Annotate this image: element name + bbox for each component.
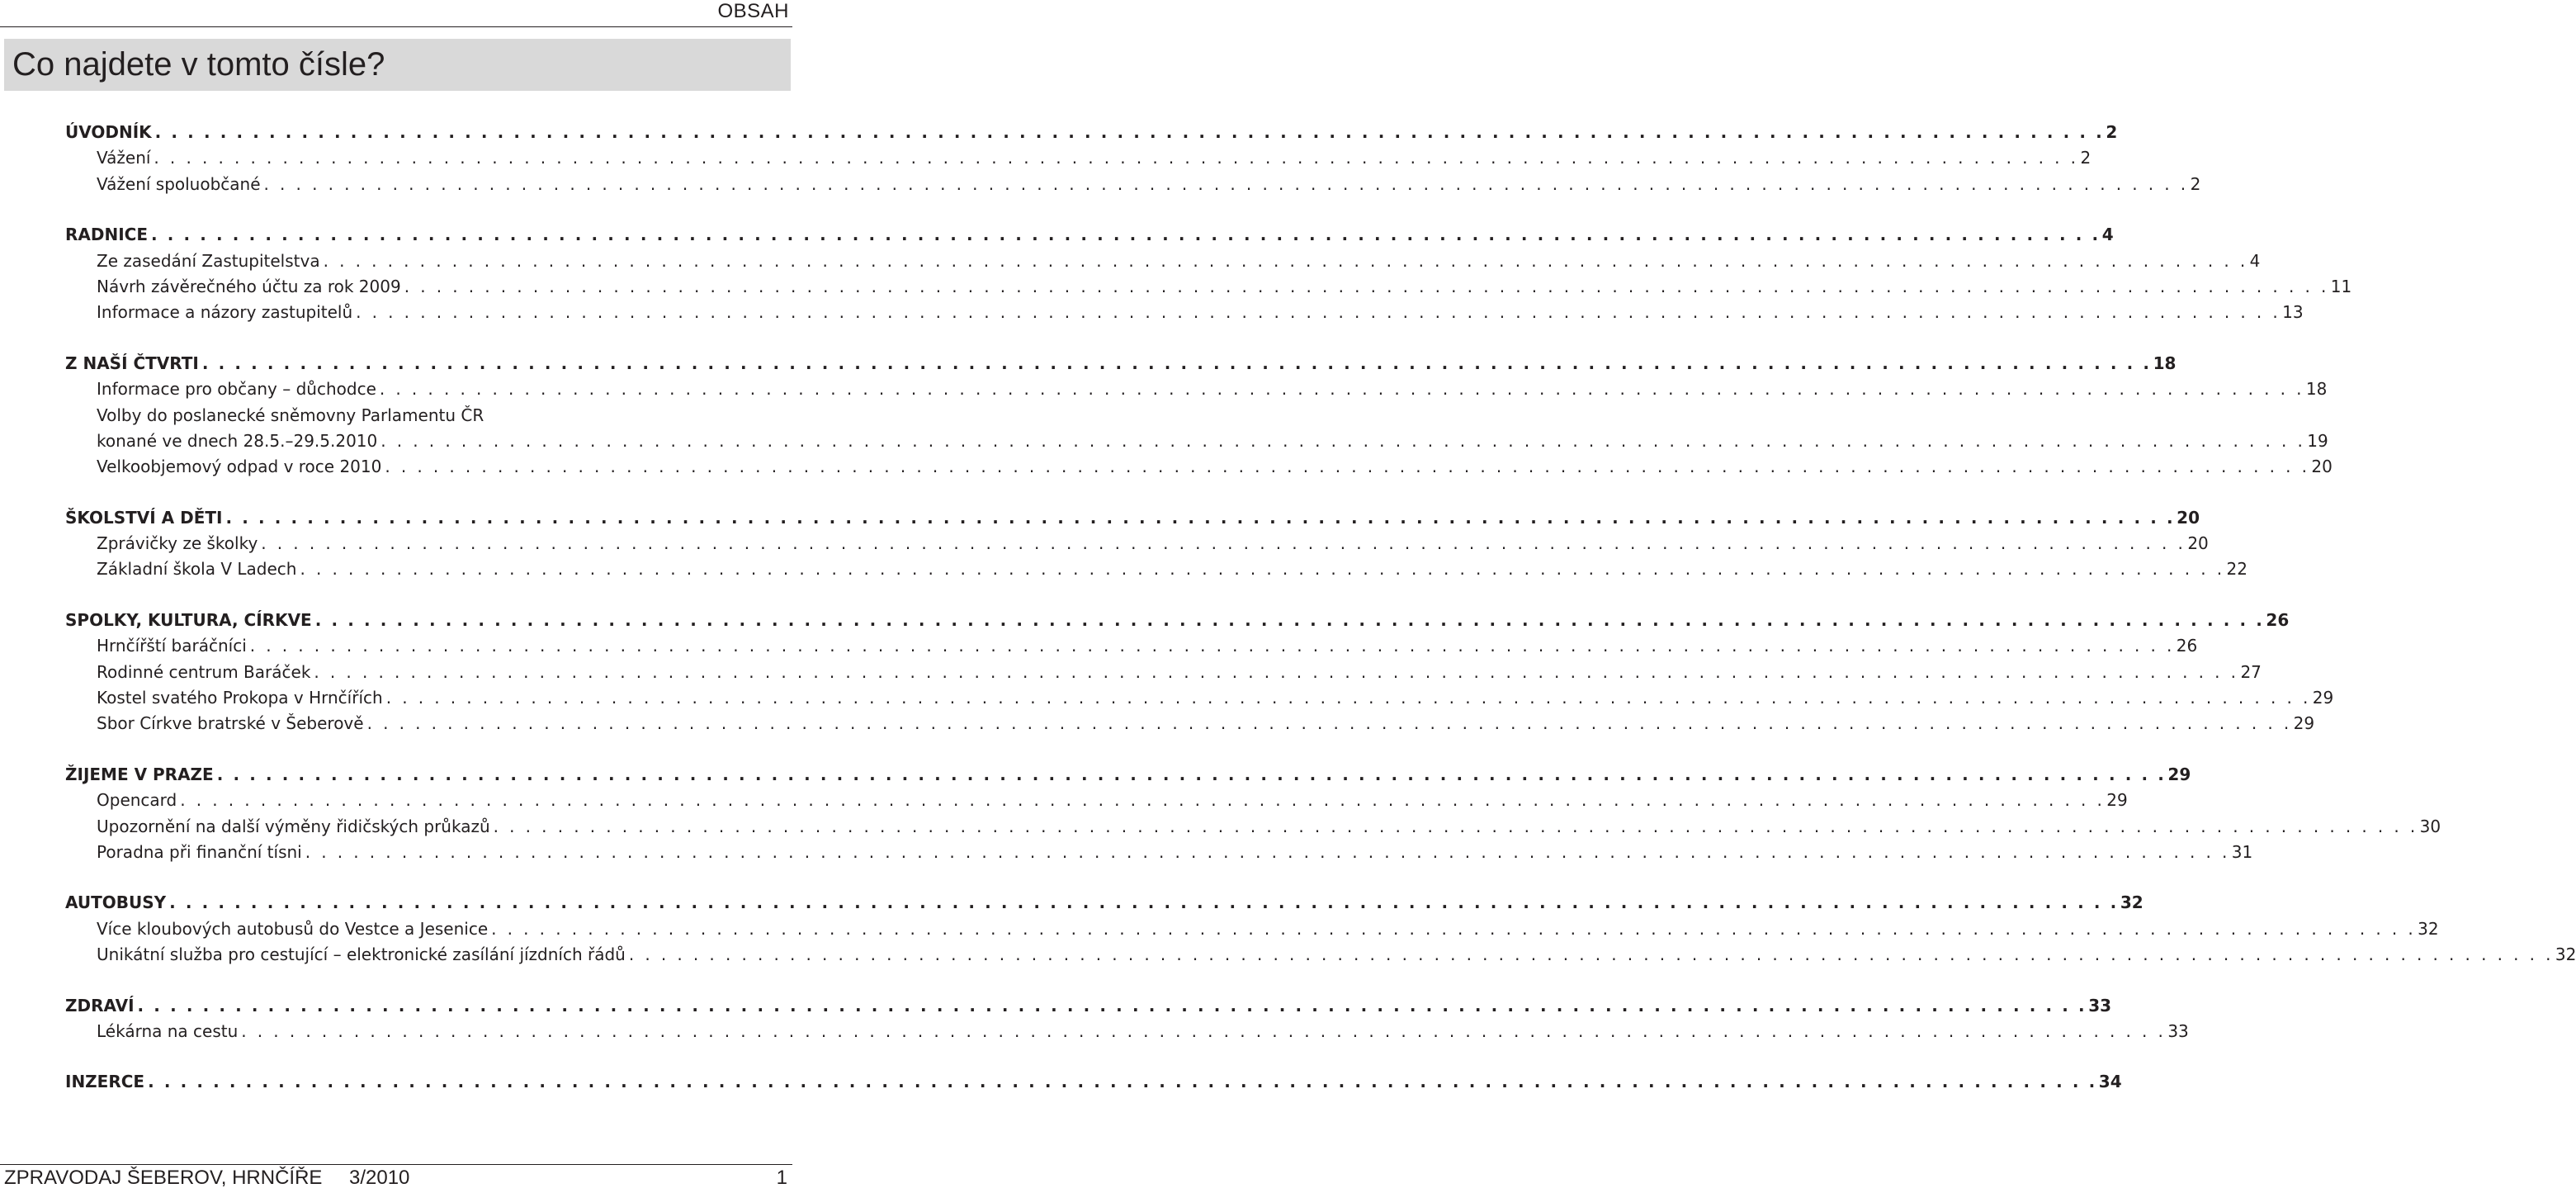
leader-dots: . . . . . . . . . . . . . . . . . . . . . . . . . . . . . . . . . . . . . . . . . . . . . . . . . . . . . . . . . . . . . . . . . . . . . . . . . . . . . . . . . . . . . . . . . . . . . . . . . . . . . . . . . . . . . . . . . . . . . . . .: [154, 148, 2079, 168]
toc-section-heading-page: 2: [2106, 122, 2118, 142]
toc-section-heading-page: 33: [2088, 995, 2112, 1015]
toc-entry: [65, 633, 2198, 659]
leader-dots: . . . . . . . . . . . . . . . . . . . . . . . . . . . . . . . . . . . . . . . . . . . . . . . . . . . . . . . . . . . . . . . . . . . . . . . . . . . . . . . . . . . . . . . . . . . . . . . . . . . . . . . . . . . . . . . . . . . . . . . .: [305, 841, 2230, 862]
toc-section-heading-page: 20: [2177, 507, 2200, 528]
toc-section-heading-page: 32: [2120, 892, 2144, 913]
toc-entry-page: 33: [2167, 1020, 2189, 1041]
toc-entry-title: konané ve dnech 28.5.–29.5.2010: [97, 430, 378, 451]
toc-section: [65, 120, 2201, 197]
toc-entry: [65, 531, 2209, 556]
toc-section-heading-page: 34: [2098, 1072, 2122, 1092]
toc-entry-title: Základní škola V Ladech: [97, 559, 297, 580]
header-rule: [0, 26, 792, 27]
toc-entry-title: Volby do poslanecké sněmovny Parlamentu ČR: [97, 405, 484, 425]
toc-entry-page: 20: [2311, 457, 2333, 477]
toc-entry-title: Rodinné centrum Baráček: [97, 661, 311, 682]
toc-entry: [65, 249, 2261, 274]
toc-section-heading-page: 18: [2153, 353, 2177, 373]
toc-entry-page: 22: [2226, 559, 2248, 580]
leader-dots: . . . . . . . . . . . . . . . . . . . . . . . . . . . . . . . . . . . . . . . . . . . . . . . . . . . . . . . . . . . . . . . . . . . . . . . . . . . . . . . . . . . . . . . . . . . . . . . . . . . . . . . . . . . . . . . . . . . . . . . .: [154, 122, 2105, 142]
toc-section: [65, 351, 2333, 481]
toc-entry-page: 4: [2249, 250, 2261, 271]
toc-section-heading-title: RADNICE: [65, 225, 148, 245]
leader-dots: . . . . . . . . . . . . . . . . . . . . . . . . . . . . . . . . . . . . . . . . . . . . . . . . . . . . . . . . . . . . . . . . . . . . . . . . . . . . . . . . . . . . . . . . . . . . . . . . . . . . . . . . . . . . . . . . . . . . . . . .: [385, 688, 2311, 708]
toc-entry: [65, 685, 2334, 711]
leader-dots: . . . . . . . . . . . . . . . . . . . . . . . . . . . . . . . . . . . . . . . . . . . . . . . . . . . . . . . . . . . . . . . . . . . . . . . . . . . . . . . . . . . . . . . . . . . . . . . . . . . . . . . . . . . . . . . . . . . . . . . .: [137, 995, 2087, 1015]
leader-dots: . . . . . . . . . . . . . . . . . . . . . . . . . . . . . . . . . . . . . . . . . . . . . . . . . . . . . . . . . . . . . . . . . . . . . . . . . . . . . . . . . . . . . . . . . . . . . . . . . . . . . . . . . . . . . . . . . . . . . . . .: [201, 353, 2152, 373]
toc-entry: [65, 274, 2352, 300]
toc-entry-title: Návrh závěrečného účtu za rok 2009: [97, 276, 401, 296]
toc-entry-title: Sbor Církve bratrské v Šeberově: [97, 713, 364, 734]
leader-dots: . . . . . . . . . . . . . . . . . . . . . . . . . . . . . . . . . . . . . . . . . . . . . . . . . . . . . . . . . . . . . . . . . . . . . . . . . . . . . . . . . . . . . . . . . . . . . . . . . . . . . . . . . . . . . . . . . . . . . . . .: [300, 559, 2225, 580]
leader-dots: . . . . . . . . . . . . . . . . . . . . . . . . . . . . . . . . . . . . . . . . . . . . . . . . . . . . . . . . . . . . . . . . . . . . . . . . . . . . . . . . . . . . . . . . . . . . . . . . . . . . . . . . . . . . . . . . . . . . . . . .: [180, 790, 2106, 811]
toc-entry-title: Více kloubových autobusů do Vestce a Jesenice: [97, 918, 489, 939]
toc-section: [65, 993, 2189, 1045]
toc-entry-title: Poradna při finanční tísni: [97, 841, 302, 862]
leader-dots: . . . . . . . . . . . . . . . . . . . . . . . . . . . . . . . . . . . . . . . . . . . . . . . . . . . . . . . . . . . . . . . . . . . . . . . . . . . . . . . . . . . . . . . . . . . . . . . . . . . . . . . . . . . . . . . . . . . . . . . .: [148, 1072, 2097, 1092]
toc-section: [65, 222, 2352, 326]
toc-entry-page: 26: [2176, 636, 2198, 656]
toc-section-heading: [65, 890, 2144, 916]
toc-entry: [65, 1019, 2189, 1044]
toc-section-heading: [65, 608, 2290, 633]
toc-entry: [65, 145, 2092, 171]
toc-entry-title: Upozornění na další výměny řidičských průkazů: [97, 816, 490, 836]
footer-page-number: 1: [776, 1167, 787, 1189]
toc-section-heading-title: ŽIJEME V PRAZE: [65, 764, 214, 784]
toc-section-heading-title: ŠKOLSTVÍ A DĚTI: [65, 507, 223, 528]
footer: [0, 1165, 792, 1193]
toc-entry-title: Ze zasedání Zastupitelstva: [97, 250, 320, 271]
toc-entry-title: Informace pro občany – důchodce: [97, 379, 376, 400]
leader-dots: . . . . . . . . . . . . . . . . . . . . . . . . . . . . . . . . . . . . . . . . . . . . . . . . . . . . . . . . . . . . . . . . . . . . . . . . . . . . . . . . . . . . . . . . . . . . . . . . . . . . . . . . . . . . . . . . . . . . . . . .: [379, 379, 2304, 400]
toc-entry: [65, 428, 2328, 454]
leader-dots: . . . . . . . . . . . . . . . . . . . . . . . . . . . . . . . . . . . . . . . . . . . . . . . . . . . . . . . . . . . . . . . . . . . . . . . . . . . . . . . . . . . . . . . . . . . . . . . . . . . . . . . . . . . . . . . . . . . . . . . .: [380, 430, 2306, 451]
leader-dots: . . . . . . . . . . . . . . . . . . . . . . . . . . . . . . . . . . . . . . . . . . . . . . . . . . . . . . . . . . . . . . . . . . . . . . . . . . . . . . . . . . . . . . . . . . . . . . . . . . . . . . . . . . . . . . . . . . . . . . . .: [249, 636, 2175, 656]
toc-entry-page: 18: [2305, 379, 2328, 400]
toc-entry-page: 29: [2312, 688, 2334, 708]
leader-dots: . . . . . . . . . . . . . . . . . . . . . . . . . . . . . . . . . . . . . . . . . . . . . . . . . . . . . . . . . . . . . . . . . . . . . . . . . . . . . . . . . . . . . . . . . . . . . . . . . . . . . . . . . . . . . . . . . . . . . . . .: [314, 661, 2239, 682]
toc-entry: [65, 660, 2262, 685]
toc-section-heading: [65, 120, 2118, 145]
toc-entry-title: Informace a názory zastupitelů: [97, 302, 353, 323]
toc-entry-title: Unikátní služba pro cestující – elektronické zasílání jízdních řádů: [97, 944, 626, 965]
toc-section: [65, 890, 2576, 968]
toc-entry: [65, 454, 2333, 480]
toc-entry-page: 19: [2307, 430, 2328, 451]
toc-entry-title: Opencard: [97, 790, 177, 811]
toc-entry-title: Zprávičky ze školky: [97, 533, 258, 554]
toc-section: [65, 608, 2334, 737]
toc-entry-page: 30: [2419, 816, 2441, 836]
toc-section-heading-title: Z NAŠÍ ČTVRTI: [65, 353, 199, 373]
leader-dots: . . . . . . . . . . . . . . . . . . . . . . . . . . . . . . . . . . . . . . . . . . . . . . . . . . . . . . . . . . . . . . . . . . . . . . . . . . . . . . . . . . . . . . . . . . . . . . . . . . . . . . . . . . . . . . . . . . . . . . . .: [225, 507, 2176, 528]
leader-dots: . . . . . . . . . . . . . . . . . . . . . . . . . . . . . . . . . . . . . . . . . . . . . . . . . . . . . . . . . . . . . . . . . . . . . . . . . . . . . . . . . . . . . . . . . . . . . . . . . . . . . . . . . . . . . . . . . . . . . . . .: [216, 764, 2167, 784]
toc-section-heading: [65, 1069, 2122, 1095]
leader-dots: . . . . . . . . . . . . . . . . . . . . . . . . . . . . . . . . . . . . . . . . . . . . . . . . . . . . . . . . . . . . . . . . . . . . . . . . . . . . . . . . . . . . . . . . . . . . . . . . . . . . . . . . . . . . . . . . . . . . . . . .: [491, 918, 2417, 939]
toc-entry-page: 2: [2080, 148, 2092, 168]
leader-dots: . . . . . . . . . . . . . . . . . . . . . . . . . . . . . . . . . . . . . . . . . . . . . . . . . . . . . . . . . . . . . . . . . . . . . . . . . . . . . . . . . . . . . . . . . . . . . . . . . . . . . . . . . . . . . . . . . . . . . . . .: [323, 250, 2248, 271]
toc-section-heading-title: INZERCE: [65, 1072, 145, 1092]
toc-section-heading: [65, 351, 2177, 376]
footer-publication: ZPRAVODAJ ŠEBEROV, HRNČÍŘE: [4, 1167, 323, 1189]
toc-entry: [65, 942, 2576, 968]
toc-entry-page: 11: [2330, 276, 2352, 296]
toc-section-heading: [65, 993, 2112, 1019]
toc-entry: [65, 172, 2201, 197]
toc-entry-title: Lékárna na cestu: [97, 1020, 239, 1041]
toc-entry-title: Velkoobjemový odpad v roce 2010: [97, 457, 382, 477]
toc-section-heading-title: ZDRAVÍ: [65, 995, 135, 1015]
toc-entry: [65, 376, 2328, 402]
toc-entry-page: 13: [2282, 302, 2304, 323]
toc-entry-page: 2: [2190, 173, 2201, 194]
toc-section: [65, 1069, 2122, 1095]
leader-dots: . . . . . . . . . . . . . . . . . . . . . . . . . . . . . . . . . . . . . . . . . . . . . . . . . . . . . . . . . . . . . . . . . . . . . . . . . . . . . . . . . . . . . . . . . . . . . . . . . . . . . . . . . . . . . . . . . . . . . . . .: [366, 713, 2292, 734]
toc-section-heading-title: SPOLKY, KULTURA, CÍRKVE: [65, 609, 312, 630]
toc-section-heading-page: 29: [2167, 764, 2191, 784]
leader-dots: . . . . . . . . . . . . . . . . . . . . . . . . . . . . . . . . . . . . . . . . . . . . . . . . . . . . . . . . . . . . . . . . . . . . . . . . . . . . . . . . . . . . . . . . . . . . . . . . . . . . . . . . . . . . . . . . . . . . . . . .: [385, 457, 2310, 477]
toc-entry: [65, 300, 2304, 325]
toc-entry: [65, 840, 2253, 865]
leader-dots: . . . . . . . . . . . . . . . . . . . . . . . . . . . . . . . . . . . . . . . . . . . . . . . . . . . . . . . . . . . . . . . . . . . . . . . . . . . . . . . . . . . . . . . . . . . . . . . . . . . . . . . . . . . . . . . . . . . . . . . .: [404, 276, 2329, 296]
toc-entry: [65, 711, 2315, 736]
leader-dots: . . . . . . . . . . . . . . . . . . . . . . . . . . . . . . . . . . . . . . . . . . . . . . . . . . . . . . . . . . . . . . . . . . . . . . . . . . . . . . . . . . . . . . . . . . . . . . . . . . . . . . . . . . . . . . . . . . . . . . . .: [241, 1020, 2167, 1041]
leader-dots: . . . . . . . . . . . . . . . . . . . . . . . . . . . . . . . . . . . . . . . . . . . . . . . . . . . . . . . . . . . . . . . . . . . . . . . . . . . . . . . . . . . . . . . . . . . . . . . . . . . . . . . . . . . . . . . . . . . . . . . .: [261, 533, 2186, 554]
toc-section-heading-page: 26: [2266, 609, 2290, 630]
toc-section: [65, 505, 2248, 583]
toc-entry: [65, 403, 711, 428]
toc-section-heading-title: AUTOBUSY: [65, 892, 167, 913]
table-of-contents: [65, 120, 2576, 1120]
section-label: OBSAH: [717, 0, 789, 22]
toc-section-heading: [65, 762, 2191, 788]
toc-section-heading-page: 4: [2101, 225, 2114, 245]
title-bar: [4, 39, 791, 91]
toc-section: [65, 762, 2441, 866]
toc-section-heading-title: ÚVODNÍK: [65, 122, 152, 142]
leader-dots: . . . . . . . . . . . . . . . . . . . . . . . . . . . . . . . . . . . . . . . . . . . . . . . . . . . . . . . . . . . . . . . . . . . . . . . . . . . . . . . . . . . . . . . . . . . . . . . . . . . . . . . . . . . . . . . . . . . . . . . .: [314, 609, 2265, 630]
toc-section-heading: [65, 222, 2114, 248]
leader-dots: . . . . . . . . . . . . . . . . . . . . . . . . . . . . . . . . . . . . . . . . . . . . . . . . . . . . . . . . . . . . . . . . . . . . . . . . . . . . . . . . . . . . . . . . . . . . . . . . . . . . . . . . . . . . . . . . . . . . . . . .: [169, 892, 2119, 913]
leader-dots: . . . . . . . . . . . . . . . . . . . . . . . . . . . . . . . . . . . . . . . . . . . . . . . . . . . . . . . . . . . . . . . . . . . . . . . . . . . . . . . . . . . . . . . . . . . . . . . . . . . . . . . . . . . . . . . . . . . . . . . .: [493, 816, 2418, 836]
toc-entry-title: Vážení spoluobčané: [97, 173, 261, 194]
page-title: Co najdete v tomto čísle?: [12, 46, 385, 83]
toc-entry-page: 27: [2240, 661, 2262, 682]
footer-issue: 3/2010: [349, 1167, 410, 1189]
toc-entry-title: Kostel svatého Prokopa v Hrnčířích: [97, 688, 383, 708]
toc-entry-page: 29: [2106, 790, 2128, 811]
toc-entry-page: 20: [2187, 533, 2209, 554]
toc-entry: [65, 788, 2128, 813]
toc-entry-page: 32: [2555, 944, 2576, 965]
toc-entry-title: Vážení: [97, 148, 151, 168]
toc-section-heading: [65, 505, 2200, 531]
leader-dots: . . . . . . . . . . . . . . . . . . . . . . . . . . . . . . . . . . . . . . . . . . . . . . . . . . . . . . . . . . . . . . . . . . . . . . . . . . . . . . . . . . . . . . . . . . . . . . . . . . . . . . . . . . . . . . . . . . . . . . . .: [263, 173, 2189, 194]
toc-entry-page: 31: [2231, 841, 2253, 862]
toc-entry: [65, 916, 2439, 942]
toc-entry: [65, 556, 2248, 582]
leader-dots: . . . . . . . . . . . . . . . . . . . . . . . . . . . . . . . . . . . . . . . . . . . . . . . . . . . . . . . . . . . . . . . . . . . . . . . . . . . . . . . . . . . . . . . . . . . . . . . . . . . . . . . . . . . . . . . . . . . . . . . .: [628, 944, 2554, 965]
toc-entry-page: 29: [2293, 713, 2315, 734]
leader-dots: . . . . . . . . . . . . . . . . . . . . . . . . . . . . . . . . . . . . . . . . . . . . . . . . . . . . . . . . . . . . . . . . . . . . . . . . . . . . . . . . . . . . . . . . . . . . . . . . . . . . . . . . . . . . . . . . . . . . . . . .: [151, 225, 2101, 245]
toc-entry-title: Hrnčířští baráčníci: [97, 636, 247, 656]
toc-entry-page: 32: [2418, 918, 2439, 939]
leader-dots: . . . . . . . . . . . . . . . . . . . . . . . . . . . . . . . . . . . . . . . . . . . . . . . . . . . . . . . . . . . . . . . . . . . . . . . . . . . . . . . . . . . . . . . . . . . . . . . . . . . . . . . . . . . . . . . . . . . . . . . .: [356, 302, 2281, 323]
toc-entry: [65, 814, 2441, 840]
